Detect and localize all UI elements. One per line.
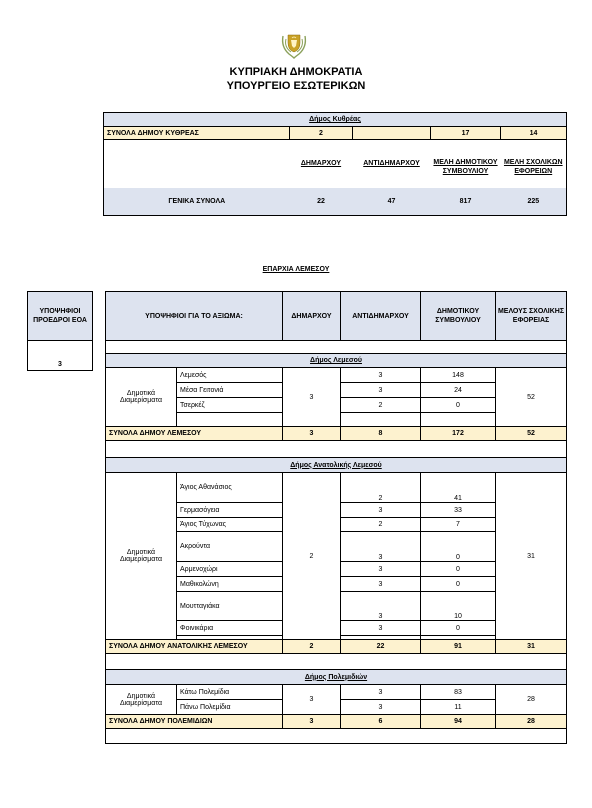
general-council: 817 xyxy=(431,188,501,216)
general-col-deputy: ΑΝΤΙΔΗΜΑΡΧΟΥ xyxy=(363,160,420,168)
district-title: ΕΠΑΡΧΙΑ ΛΕΜΕΣΟΥ xyxy=(262,266,330,273)
kythrea-total-label: ΣΥΝΟΛΑ ΔΗΜΟΥ ΚΥΘΡΕΑΣ xyxy=(104,127,290,140)
head-deputy: ΑΝΤΙΔΗΜΑΡΧΟΥ xyxy=(341,292,421,341)
lemesos-district-table xyxy=(105,291,567,744)
table-cell: 11 xyxy=(421,700,496,715)
polemidia-school: 28 xyxy=(496,685,567,715)
lemesos-dist-label: Δημοτικά Διαμερίσματα xyxy=(106,368,177,427)
header-line-2: ΥΠΟΥΡΓΕΙΟ ΕΣΩΤΕΡΙΚΩΝ xyxy=(226,80,366,92)
table-cell: 2 xyxy=(341,398,421,413)
general-label: ΓΕΝΙΚΑ ΣΥΝΟΛΑ xyxy=(104,188,290,216)
polemidia-total-label: ΣΥΝΟΛΑ ΔΗΜΟΥ ΠΟΛΕΜΙΔΙΩΝ xyxy=(106,715,283,729)
general-school: 225 xyxy=(501,188,567,216)
general-mayor: 22 xyxy=(290,188,353,216)
list-item: Κάτω Πολεμίδια xyxy=(177,685,283,700)
table-cell: 0 xyxy=(421,562,496,577)
eoa-head: ΥΠΟΨΗΦΙΟΙ ΠΡΟΕΔΡΟΙ ΕΟΑ xyxy=(28,292,93,341)
list-item: Μέσα Γειτονιά xyxy=(177,383,283,398)
table-cell: 10 xyxy=(421,592,496,621)
anatoliki-title: Δήμος Ανατολικής Λεμεσού xyxy=(106,458,567,473)
coat-of-arms-emblem xyxy=(279,33,309,59)
list-item: Τσερκέζ xyxy=(177,398,283,413)
eoa-table xyxy=(27,291,93,371)
table-cell: 83 xyxy=(421,685,496,700)
table-cell: 28 xyxy=(496,715,567,729)
anatoliki-dist-label: Δημοτικά Διαμερίσματα xyxy=(106,473,177,640)
kythrea-total-council: 17 xyxy=(431,127,501,140)
table-cell: 24 xyxy=(421,383,496,398)
table-cell: 0 xyxy=(421,577,496,592)
table-cell: 2 xyxy=(341,473,421,503)
head-candidates: ΥΠΟΨΗΦΙΟΙ ΓΙΑ ΤΟ ΑΞΙΩΜΑ: xyxy=(106,292,283,341)
header-line-1: ΚΥΠΡΙΑΚΗ ΔΗΜΟΚΡΑΤΙΑ xyxy=(229,66,363,78)
table-cell: 3 xyxy=(341,592,421,621)
kythrea-total-school: 14 xyxy=(501,127,567,140)
list-item: Μαθικολώνη xyxy=(177,577,283,592)
table-cell: 41 xyxy=(421,473,496,503)
list-item: Ακρούντα xyxy=(177,532,283,562)
list-item: Πάνω Πολεμίδια xyxy=(177,700,283,715)
table-cell: 3 xyxy=(341,621,421,636)
head-mayor: ΔΗΜΑΡΧΟΥ xyxy=(283,292,341,341)
table-cell: 3 xyxy=(341,562,421,577)
table-cell: 3 xyxy=(341,532,421,562)
kythrea-total-deputy xyxy=(353,127,431,140)
table-cell: 2 xyxy=(283,640,341,654)
list-item: Άγιος Αθανάσιος xyxy=(177,473,283,503)
general-col-council: ΜΕΛΗ ΔΗΜΟΤΙΚΟΥ ΣΥΜΒΟΥΛΙΟΥ xyxy=(433,158,498,175)
list-item: Λεμεσός xyxy=(177,368,283,383)
anatoliki-total-label: ΣΥΝΟΛΑ ΔΗΜΟΥ ΑΝΑΤΟΛΙΚΗΣ ΛΕΜΕΣΟΥ xyxy=(106,640,283,654)
list-item: Αρμενοχώρι xyxy=(177,562,283,577)
table-cell: 22 xyxy=(341,640,421,654)
lemesos-mayor: 3 xyxy=(283,368,341,427)
table-cell: 31 xyxy=(496,640,567,654)
list-item: Άγιος Τύχωνας xyxy=(177,518,283,532)
table-cell: 3 xyxy=(341,503,421,518)
table-cell: 0 xyxy=(421,621,496,636)
table-cell: 3 xyxy=(341,368,421,383)
kythrea-table xyxy=(103,112,567,216)
lemesos-total-label: ΣΥΝΟΛΑ ΔΗΜΟΥ ΛΕΜΕΣΟΥ xyxy=(106,427,283,441)
table-cell: 3 xyxy=(341,700,421,715)
head-school: ΜΕΛΟΥΣ ΣΧΟΛΙΚΗΣ ΕΦΟΡΕΙΑΣ xyxy=(496,292,567,341)
general-col-mayor: ΔΗΜΑΡΧΟΥ xyxy=(300,160,342,168)
lemesos-title: Δήμος Λεμεσού xyxy=(106,354,567,368)
lemesos-school: 52 xyxy=(496,368,567,427)
general-deputy: 47 xyxy=(353,188,431,216)
polemidia-title: Δήμος Πολεμιδιών xyxy=(106,670,567,685)
table-cell: 3 xyxy=(341,577,421,592)
polemidia-dist-label: Δημοτικά Διαμερίσματα xyxy=(106,685,177,715)
table-cell: 6 xyxy=(341,715,421,729)
table-cell: 3 xyxy=(283,715,341,729)
table-cell: 0 xyxy=(421,532,496,562)
table-cell: 3 xyxy=(341,685,421,700)
polemidia-mayor: 3 xyxy=(283,685,341,715)
table-cell: 172 xyxy=(421,427,496,441)
table-cell: 91 xyxy=(421,640,496,654)
table-cell: 3 xyxy=(341,383,421,398)
kythrea-total-mayor: 2 xyxy=(290,127,353,140)
list-item: Φοινικάρια xyxy=(177,621,283,636)
table-cell: 148 xyxy=(421,368,496,383)
table-cell: 33 xyxy=(421,503,496,518)
eoa-value: 3 xyxy=(28,341,93,371)
table-cell: 8 xyxy=(341,427,421,441)
list-item: Γερμασόγεια xyxy=(177,503,283,518)
general-col-school: ΜΕΛΗ ΣΧΟΛΙΚΩΝ ΕΦΟΡΕΙΩΝ xyxy=(501,140,567,188)
table-cell: 3 xyxy=(283,427,341,441)
head-council: ΔΗΜΟΤΙΚΟΥ ΣΥΜΒΟΥΛΙΟΥ xyxy=(421,292,496,341)
table-cell: 2 xyxy=(341,518,421,532)
table-cell: 94 xyxy=(421,715,496,729)
table-cell: 52 xyxy=(496,427,567,441)
anatoliki-school: 31 xyxy=(496,473,567,640)
kythrea-title: Δήμος Κυθρέας xyxy=(104,113,567,127)
anatoliki-mayor: 2 xyxy=(283,473,341,640)
list-item: Μουτταγιάκα xyxy=(177,592,283,621)
table-cell: 7 xyxy=(421,518,496,532)
table-cell: 0 xyxy=(421,398,496,413)
